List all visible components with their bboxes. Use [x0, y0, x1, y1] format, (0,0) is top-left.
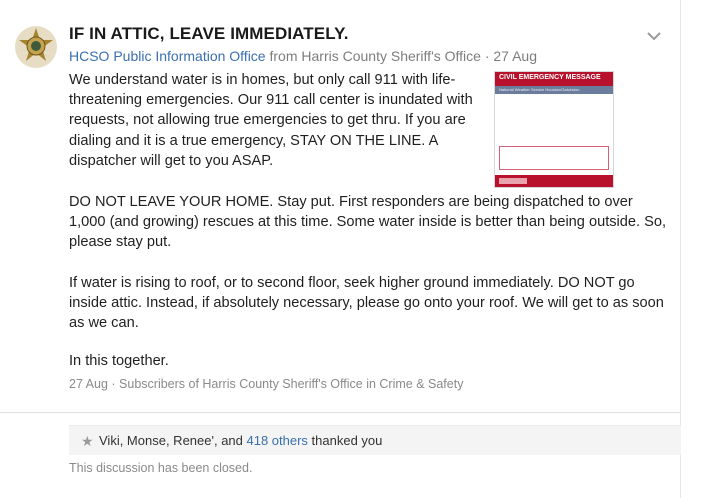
- post-title[interactable]: IF IN ATTIC, LEAVE IMMEDIATELY.: [69, 24, 349, 43]
- post-paragraph-4: In this together.: [69, 353, 169, 369]
- post-paragraph-3: If water is rising to roof, or to second floor, seek higher ground immediately. DO NOT go inside attic. Instead, if absolutely necessary, please go onto your roof. We will get to as soon as we can.: [69, 275, 664, 332]
- post-body: [69, 70, 489, 171]
- thanks-names: Viki, Monse, Renee', and: [99, 433, 247, 448]
- star-icon: ★: [81, 433, 94, 449]
- sheriff-badge-avatar[interactable]: [14, 25, 58, 69]
- attached-image[interactable]: [494, 71, 614, 188]
- post-meta: [69, 48, 537, 64]
- post-footer-meta[interactable]: 27 Aug · Subscribers of Harris County Sheriff's Office in Crime & Safety: [69, 377, 464, 391]
- image-text-block: [495, 94, 613, 143]
- thanks-others-link[interactable]: 418 others: [246, 433, 308, 448]
- image-highlight-box: [499, 146, 609, 170]
- divider: [0, 412, 680, 413]
- post-source: from Harris County Sheriff's Office · 27 Aug: [265, 48, 537, 64]
- discussion-closed-notice: This discussion has been closed.: [69, 461, 253, 475]
- post-paragraph-1: We understand water is in homes, but only call 911 with life-threatening emergencies. Our 911 call center is inundated with requests, not allowing true emergencies to get thru. If you are dialing and it is a true emergency, STAY ON THE LINE. A dispatcher will get to you ASAP.: [69, 72, 473, 169]
- thanks-bar: [69, 425, 681, 455]
- image-subheader: National Weather Service Houston/Galveston: [495, 86, 613, 94]
- thanks-suffix: thanked you: [307, 433, 383, 448]
- chevron-down-icon[interactable]: [645, 30, 663, 42]
- post-paragraph-2: DO NOT LEAVE YOUR HOME. Stay put. First responders are being dispatched to over 1,000 (and growing) rescues at this time. Some water inside is better than being outside. So, please stay put.: [69, 194, 667, 251]
- image-header: CIVIL EMERGENCY MESSAGE: [495, 72, 613, 86]
- thanks-text: [99, 433, 382, 448]
- author-link[interactable]: HCSO Public Information Office: [69, 48, 266, 64]
- image-footer: [495, 175, 613, 187]
